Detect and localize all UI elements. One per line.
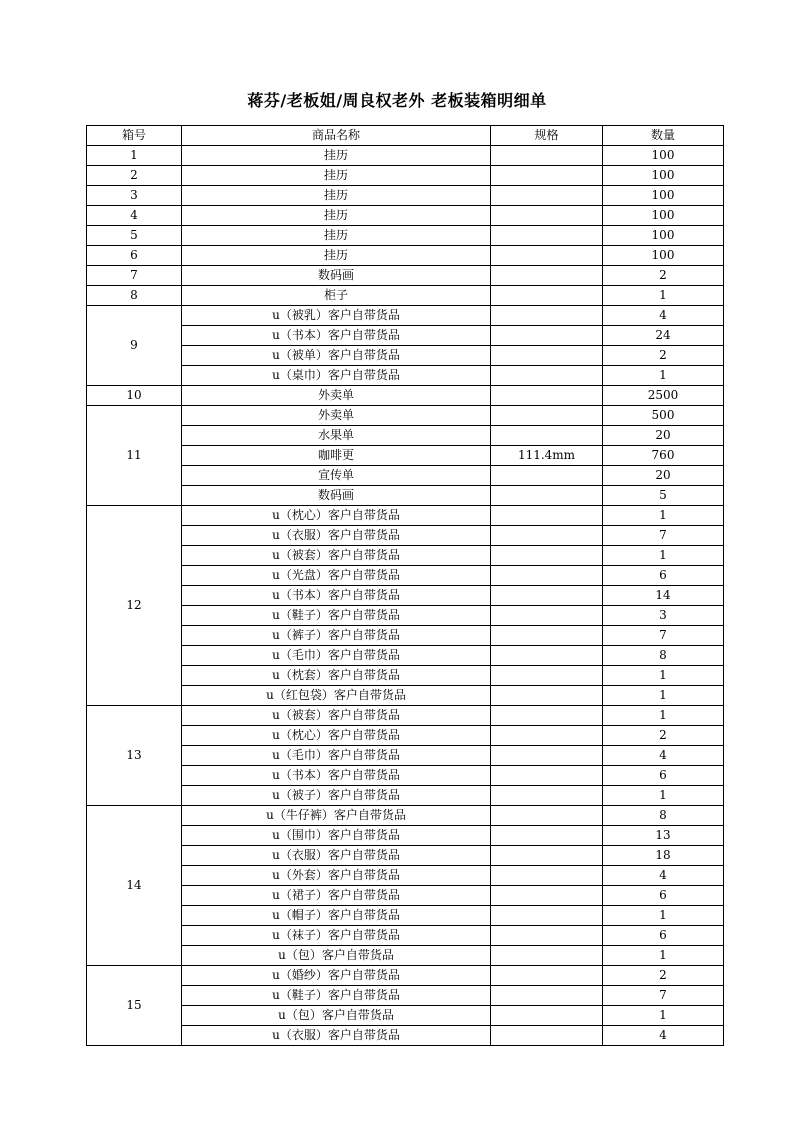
spec-cell [491,426,603,446]
product-name-cell: u（光盘）客户自带货品 [182,566,491,586]
table-row [87,686,724,706]
spec-cell [491,706,603,726]
quantity-cell: 1 [603,706,724,726]
quantity-cell: 1 [603,906,724,926]
spec-cell [491,186,603,206]
page-title: 蒋芬/老板姐/周良权老外 老板装箱明细单 [247,91,547,110]
table-row [87,306,724,326]
spec-cell [491,526,603,546]
table-row [87,506,724,526]
table-row [87,886,724,906]
spec-cell [491,646,603,666]
quantity-cell: 3 [603,606,724,626]
spec-cell [491,986,603,1006]
spec-cell [491,826,603,846]
spec-cell [491,866,603,886]
quantity-cell: 5 [603,486,724,506]
quantity-cell: 20 [603,426,724,446]
spec-cell [491,666,603,686]
quantity-cell: 500 [603,406,724,426]
box-number-cell: 14 [87,806,182,966]
box-number-cell: 3 [87,186,182,206]
table-row [87,866,724,886]
table-row [87,286,724,306]
table-row [87,486,724,506]
spec-cell [491,686,603,706]
box-number-cell: 7 [87,266,182,286]
spec-cell [491,746,603,766]
product-name-cell: u（袜子）客户自带货品 [182,926,491,946]
product-name-cell: u（被乳）客户自带货品 [182,306,491,326]
product-name-cell: u（衣服）客户自带货品 [182,846,491,866]
product-name-cell: u（包）客户自带货品 [182,946,491,966]
quantity-cell: 13 [603,826,724,846]
table-row [87,1026,724,1046]
table-row [87,166,724,186]
spec-cell [491,146,603,166]
product-name-cell: u（被单）客户自带货品 [182,346,491,366]
spec-cell [491,306,603,326]
table-row [87,966,724,986]
product-name-cell: u（帽子）客户自带货品 [182,906,491,926]
spec-cell [491,366,603,386]
quantity-cell: 14 [603,586,724,606]
spec-cell [491,926,603,946]
box-number-cell: 10 [87,386,182,406]
box-number-cell: 9 [87,306,182,386]
quantity-cell: 1 [603,686,724,706]
table-row [87,646,724,666]
product-name-cell: 数码画 [182,486,491,506]
table-body [87,146,724,1046]
quantity-cell: 7 [603,986,724,1006]
spec-cell [491,1006,603,1026]
quantity-cell: 760 [603,446,724,466]
spec-cell [491,846,603,866]
quantity-cell: 1 [603,666,724,686]
spec-cell [491,246,603,266]
product-name-cell: 挂历 [182,166,491,186]
quantity-cell: 6 [603,566,724,586]
table-row [87,666,724,686]
product-name-cell: u（包）客户自带货品 [182,1006,491,1026]
table-row [87,626,724,646]
table-row [87,586,724,606]
box-number-cell: 2 [87,166,182,186]
header-quantity: 数量 [603,126,724,146]
quantity-cell: 4 [603,1026,724,1046]
table-row [87,426,724,446]
table-row [87,526,724,546]
table-row [87,206,724,226]
header-spec: 规格 [491,126,603,146]
table-row [87,566,724,586]
product-name-cell: u（牛仔裤）客户自带货品 [182,806,491,826]
table-row [87,806,724,826]
spec-cell [491,966,603,986]
quantity-cell: 8 [603,646,724,666]
quantity-cell: 4 [603,306,724,326]
table-row [87,706,724,726]
quantity-cell: 8 [603,806,724,826]
table-row [87,1006,724,1026]
quantity-cell: 2 [603,346,724,366]
box-number-cell: 1 [87,146,182,166]
quantity-cell: 4 [603,866,724,886]
product-name-cell: 挂历 [182,146,491,166]
product-name-cell: u（被套）客户自带货品 [182,546,491,566]
quantity-cell: 1 [603,286,724,306]
spec-cell [491,326,603,346]
product-name-cell: u（衣服）客户自带货品 [182,526,491,546]
spec-cell [491,906,603,926]
product-name-cell: u（毛巾）客户自带货品 [182,646,491,666]
product-name-cell: u（被子）客户自带货品 [182,786,491,806]
table-row [87,746,724,766]
table-row [87,466,724,486]
table-row [87,326,724,346]
product-name-cell: u（毛巾）客户自带货品 [182,746,491,766]
spec-cell [491,806,603,826]
quantity-cell: 6 [603,886,724,906]
product-name-cell: u（桌巾）客户自带货品 [182,366,491,386]
quantity-cell: 100 [603,206,724,226]
table-row [87,346,724,366]
product-name-cell: 数码画 [182,266,491,286]
quantity-cell: 1 [603,366,724,386]
table-row [87,546,724,566]
quantity-cell: 1 [603,506,724,526]
product-name-cell: u（外套）客户自带货品 [182,866,491,886]
spec-cell [491,606,603,626]
table-row [87,386,724,406]
table-row [87,766,724,786]
table-row [87,946,724,966]
quantity-cell: 2 [603,726,724,746]
table-row [87,726,724,746]
table-row [87,826,724,846]
table-row [87,846,724,866]
spec-cell [491,766,603,786]
table-row [87,266,724,286]
spec-cell [491,546,603,566]
table-row [87,246,724,266]
header-product-name: 商品名称 [182,126,491,146]
quantity-cell: 100 [603,166,724,186]
table-row [87,926,724,946]
spec-cell [491,1026,603,1046]
product-name-cell: u（枕心）客户自带货品 [182,726,491,746]
quantity-cell: 2500 [603,386,724,406]
product-name-cell: u（书本）客户自带货品 [182,766,491,786]
spec-cell [491,726,603,746]
product-name-cell: u（被套）客户自带货品 [182,706,491,726]
table-row [87,366,724,386]
product-name-cell: 宣传单 [182,466,491,486]
spec-cell [491,506,603,526]
box-number-cell: 12 [87,506,182,706]
quantity-cell: 4 [603,746,724,766]
spec-cell [491,566,603,586]
product-name-cell: 外卖单 [182,386,491,406]
spec-cell: 111.4mm [491,446,603,466]
quantity-cell: 100 [603,146,724,166]
spec-cell [491,386,603,406]
box-number-cell: 13 [87,706,182,806]
quantity-cell: 1 [603,546,724,566]
quantity-cell: 1 [603,946,724,966]
quantity-cell: 7 [603,526,724,546]
table-row [87,446,724,466]
table-row [87,986,724,1006]
box-number-cell: 11 [87,406,182,506]
quantity-cell: 6 [603,766,724,786]
product-name-cell: 挂历 [182,246,491,266]
table-row [87,606,724,626]
header-box-number: 箱号 [87,126,182,146]
spec-cell [491,786,603,806]
product-name-cell: u（枕心）客户自带货品 [182,506,491,526]
spec-cell [491,166,603,186]
quantity-cell: 1 [603,1006,724,1026]
table-row [87,406,724,426]
spec-cell [491,586,603,606]
product-name-cell: u（裤子）客户自带货品 [182,626,491,646]
product-name-cell: 挂历 [182,206,491,226]
quantity-cell: 20 [603,466,724,486]
product-name-cell: u（鞋子）客户自带货品 [182,606,491,626]
spec-cell [491,206,603,226]
box-number-cell: 6 [87,246,182,266]
quantity-cell: 100 [603,186,724,206]
table-row [87,186,724,206]
product-name-cell: u（书本）客户自带货品 [182,586,491,606]
spec-cell [491,486,603,506]
product-name-cell: u（鞋子）客户自带货品 [182,986,491,1006]
spec-cell [491,466,603,486]
product-name-cell: u（枕套）客户自带货品 [182,666,491,686]
box-number-cell: 4 [87,206,182,226]
table-row [87,146,724,166]
product-name-cell: 外卖单 [182,406,491,426]
table-row [87,786,724,806]
box-number-cell: 8 [87,286,182,306]
product-name-cell: 挂历 [182,226,491,246]
spec-cell [491,266,603,286]
packing-list-table [86,125,724,1046]
box-number-cell: 5 [87,226,182,246]
product-name-cell: 柜子 [182,286,491,306]
quantity-cell: 2 [603,266,724,286]
table-header-row [87,126,724,146]
spec-cell [491,286,603,306]
box-number-cell: 15 [87,966,182,1046]
spec-cell [491,946,603,966]
quantity-cell: 7 [603,626,724,646]
quantity-cell: 1 [603,786,724,806]
product-name-cell: 咖啡更 [182,446,491,466]
product-name-cell: u（裙子）客户自带货品 [182,886,491,906]
quantity-cell: 100 [603,246,724,266]
quantity-cell: 100 [603,226,724,246]
product-name-cell: 挂历 [182,186,491,206]
product-name-cell: 水果单 [182,426,491,446]
product-name-cell: u（围巾）客户自带货品 [182,826,491,846]
spec-cell [491,406,603,426]
product-name-cell: u（婚纱）客户自带货品 [182,966,491,986]
spec-cell [491,626,603,646]
spec-cell [491,226,603,246]
product-name-cell: u（红包袋）客户自带货品 [182,686,491,706]
table-row [87,906,724,926]
spec-cell [491,886,603,906]
spec-cell [491,346,603,366]
product-name-cell: u（书本）客户自带货品 [182,326,491,346]
quantity-cell: 18 [603,846,724,866]
table-row [87,226,724,246]
quantity-cell: 6 [603,926,724,946]
quantity-cell: 2 [603,966,724,986]
product-name-cell: u（衣服）客户自带货品 [182,1026,491,1046]
quantity-cell: 24 [603,326,724,346]
